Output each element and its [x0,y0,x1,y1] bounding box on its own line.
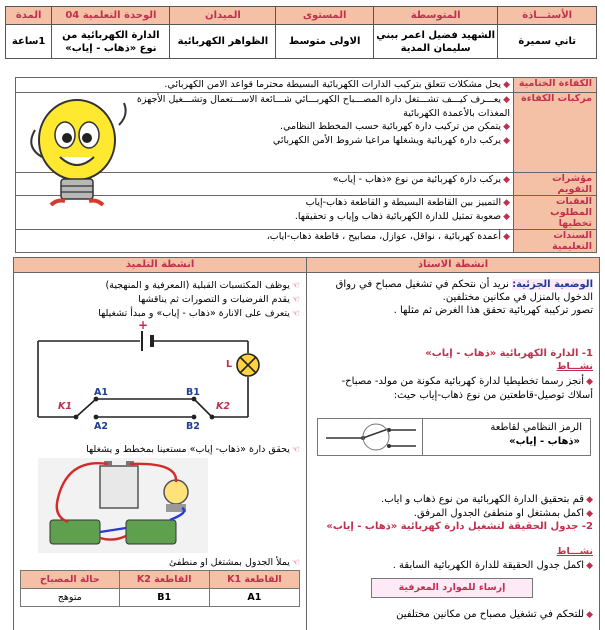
student-column-title: انشطة التلميذ [14,258,306,273]
student-text: يوظف المكتسبات القبلية (المعرفية و المنهجية) [105,280,290,291]
knowledge-box [371,578,533,598]
hand-pointer-icon: ☜ [291,445,300,455]
bullet-icon: ◆ [503,232,510,242]
header-table [5,6,597,59]
domain-value: الظواهر الكهربائية [170,25,276,59]
label-domain: الميدان [170,7,276,25]
activity2-label: نشـــاط [556,546,593,557]
knowledge-title: إرساء للموارد المعرفية [398,582,506,593]
check-text: قم بتحقيق الدارة الكهربائية من نوع ذهاب و اياب. [381,494,585,505]
b2-label: B2 [186,421,200,432]
duration-value: 1ساعة [6,25,52,59]
truth-table [20,570,300,607]
component-text: يتمكن من تركيب دارة كهربائية حسب المخطط النظامي. [280,121,502,132]
symbol-divider [422,419,423,455]
circuit-wires [28,321,290,441]
activity2-title: 2- جدول الحقيقة لتشغيل دارة كهربائية «ذهاب - إياب» [326,521,593,532]
hand-pointer-icon: ☜ [291,295,300,305]
student-item [18,279,300,293]
indicators-label: مؤشرات التقويم [514,173,597,196]
bullet-icon: ◆ [586,377,593,387]
b1-label: B1 [186,387,200,398]
a2-label: A2 [94,421,108,432]
bullet-icon: ◆ [503,95,510,105]
bullet-icon: ◆ [503,212,510,222]
component-text: يركب دارة كهربائية ويشغلها مراعيا شروط الأمن الكهربائي [272,135,502,146]
table-cell: A1 [209,589,299,607]
table-cell: متوهج [21,589,120,607]
teacher-column [306,258,599,630]
bullet-icon: ◆ [503,122,510,132]
unit-value: الدارة الكهربائية من نوع «ذهاب - إياب» [52,25,170,59]
obstacle-text: صعوبة تمثيل للدارة الكهربائية ذهاب وإياب و تحقيقها. [294,211,502,222]
component-text: يعـــرف كيـــف تشـــتغل دارة المصـــباح الكهربـــائي شـــائعة الاســـتعمال وتشـــغيل الأجهزة المغذات بالأعمدة الكهربائية [136,94,510,119]
activity1-text [323,375,593,402]
teacher-name: تاني سميرة [498,25,597,59]
obstacle-item [127,210,510,224]
student-item [18,293,300,307]
components-label: مركبات الكفاءة [514,93,597,173]
bullet-icon: ◆ [503,175,510,185]
bullet-icon: ◆ [586,495,593,505]
student-text: يملأ الجدول بمشتغل او منطفئ [168,557,290,568]
activity1-text-value: أنجز رسما تخطيطيا لدارة كهربائية مكونة من مولد- مصباح-أسلاك توصيل-قاطعتين من نوع ذهاب-إياب حيث: [341,376,593,401]
partial-situation [313,278,593,304]
k2-label: K2 [216,401,230,412]
competency-value: يحل مشكلات تتعلق بتركيب الدارات الكهربائية البسيطة محترما قواعد الامن الكهربائي. [164,79,502,90]
obstacle-item [127,196,510,210]
hand-pointer-icon: ☜ [291,558,300,568]
student-item [18,556,300,570]
knowledge-item [318,608,593,621]
student-text: يحقق دارة «ذهاب- إياب» مستعينا بمخطط و يشغلها [86,444,290,455]
component-item [127,93,510,120]
student-item [18,443,300,457]
bullet-icon: ◆ [586,610,593,620]
check-item [318,507,593,521]
lamp-label: L [226,359,233,370]
student-text: يقدم الفرضيات و التصورات ثم يناقشها [138,294,290,305]
component-item [127,134,510,148]
knowledge-text: للتحكم في تشغيل مصباح من مكانين مختلفين [396,609,585,620]
table-header: القاطعة K2 [119,571,209,589]
check-item [318,493,593,507]
resources-value: أعمدة كهربائية ، نواقل، عوازل، مصابيح ، قاطعة ذهاب-اياب، [266,231,502,242]
label-level: المستوى [276,7,374,25]
hand-pointer-icon: ☜ [291,281,300,291]
level-value: الاولى متوسط [276,25,374,59]
table-row [21,589,300,607]
indicators-value: يركب دارة كهربائية من نوع «ذهاب - إياب» [332,174,502,185]
activity2-text [318,559,593,573]
bullet-icon: ◆ [503,198,510,208]
resources-cell [16,230,514,253]
component-item [127,120,510,134]
resources-label: السندات التعليمية [514,230,597,253]
symbol-name: «ذهاب - إياب» [509,436,580,447]
label-teacher: الأستـــاذة [498,7,597,25]
situation-label: الوضعية الجزئية: [512,279,593,290]
school-name: الشهيد فضيل اعمر ببني سليمان المدية [373,25,497,59]
competency-label: الكفاءة الختامية [514,78,597,93]
a1-label: A1 [94,387,108,398]
lesson-activities [13,257,600,630]
competency-text [16,78,514,93]
check-text: اكمل بمشتغل او منطفئ الجدول المرفق. [413,508,585,519]
student-item [18,307,300,321]
label-unit: الوحدة التعلمية 04 [52,7,170,25]
symbol-box [317,418,591,456]
plus-label: + [138,318,149,332]
student-text: يتعرف على الانارة «ذهاب - إياب» و مبدأ تشغيلها [98,308,290,319]
symbol-label: الرمز النظامي لقاطعة [490,422,582,433]
obstacle-text: التمييز بين القاطعة البسيطة و القاطعة ذهاب-إياب [305,197,502,208]
label-duration: المدة [6,7,52,25]
situation-task: تصور تركيبة كهربائية تحقق هذا الغرض ثم مثلها . [393,305,593,316]
student-column [14,258,306,630]
hand-pointer-icon: ☜ [291,309,300,319]
two-way-switch-symbol-icon [326,422,416,452]
circuit-photo-illustration [38,458,208,553]
teacher-column-title: انشطة الاستاذ [307,258,599,273]
label-school: المتوسطة [373,7,497,25]
activity1-title: 1- الدارة الكهربائية «ذهاب - إياب» [425,348,593,359]
bullet-icon: ◆ [586,509,593,519]
table-header: القاطعة K1 [209,571,299,589]
table-header: حالة المصباح [21,571,120,589]
circuit-diagram [28,318,290,441]
activity2-text-value: اكمل جدول الحقيقة للدارة الكهربائية السابقة . [392,560,585,571]
bullet-icon: ◆ [503,80,510,90]
activity1-label: نشـــاط [556,361,593,372]
obstacles-label: العقبات المطلوب تخطيها [514,196,597,230]
k1-label: K1 [58,401,72,412]
table-cell: B1 [119,589,209,607]
bullet-icon: ◆ [586,561,593,571]
bullet-icon: ◆ [503,136,510,146]
situation-text: نريد أن نتحكم في تشغيل مصباح في رواق الدخول بالمنزل في مكانين مختلفين. [335,279,593,303]
lightbulb-mascot-icon [27,95,127,215]
